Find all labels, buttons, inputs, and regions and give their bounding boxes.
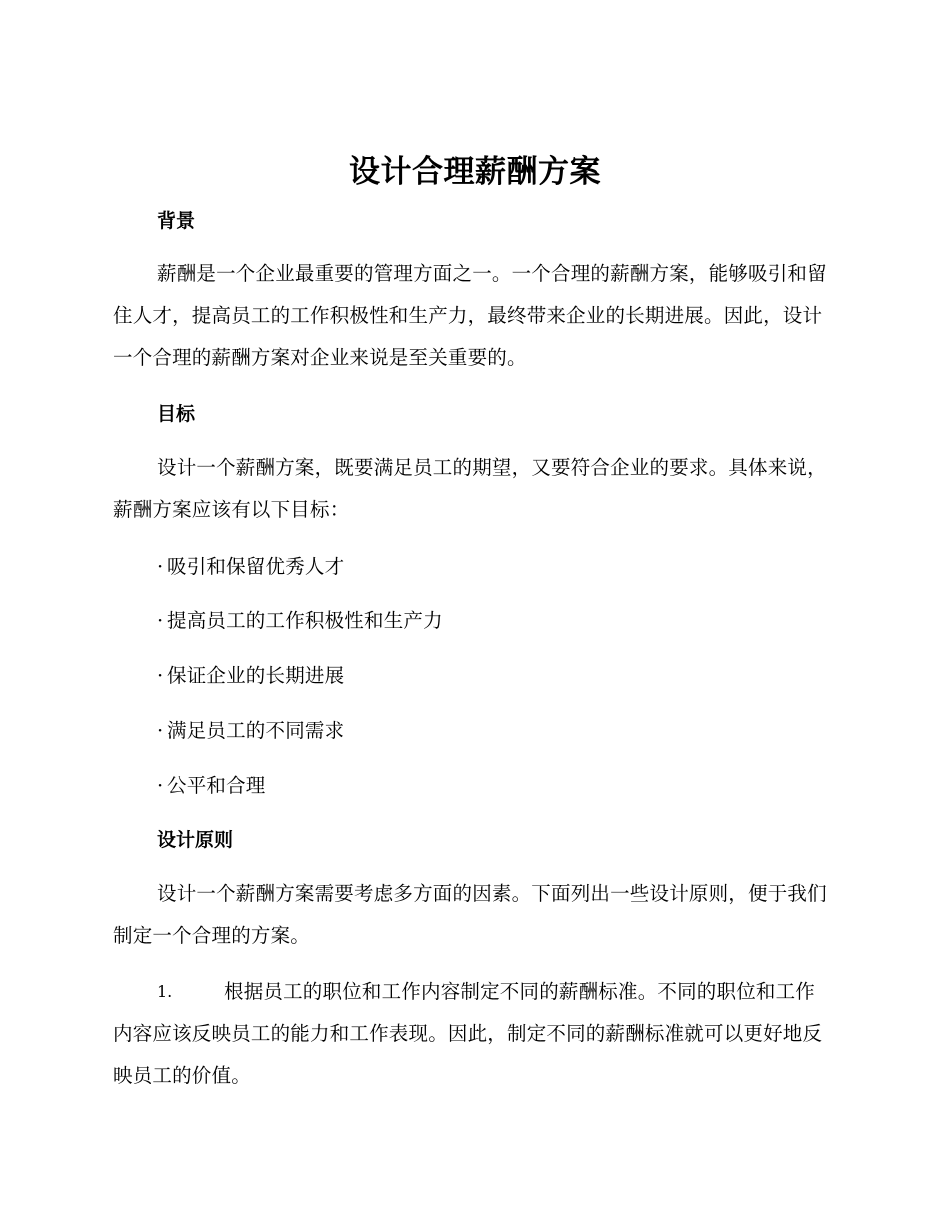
bullet-text: 提高员工的工作积极性和生产力 (167, 609, 443, 632)
paragraph-goals: 设计一个薪酬方案，既要满足员工的期望，又要符合企业的要求。具体来说，薪酬方案应该有以下目标： (113, 456, 827, 521)
bullet-text: 吸引和保留优秀人才 (167, 555, 345, 578)
document-title: 设计合理薪酬方案 (349, 154, 601, 190)
bullet-item (157, 607, 443, 635)
bullet-item (157, 662, 344, 690)
section-heading-goals: 目标 (157, 403, 196, 425)
bullet-item (157, 717, 344, 745)
bullet-text: 保证企业的长期进展 (167, 664, 345, 687)
numbered-marker: 1. (157, 982, 173, 1001)
numbered-item-text: 根据员工的职位和工作内容制定不同的薪酬标准。不同的职位和工作内容应该反映员工的能力和工作表现。因此，制定不同的薪酬标准就可以更好地反映员工的价值。 (113, 980, 823, 1087)
bullet-item (157, 772, 266, 800)
bullet-marker: · (157, 609, 164, 632)
paragraph-background: 薪酬是一个企业最重要的管理方面之一。一个合理的薪酬方案，能够吸引和留住人才，提高员工的工作积极性和生产力，最终带来企业的长期进展。因此，设计一个合理的薪酬方案对企业来说是至关重要的。 (113, 262, 827, 369)
paragraph-principles: 设计一个薪酬方案需要考虑多方面的因素。下面列出一些设计原则，便于我们制定一个合理的方案。 (113, 882, 827, 947)
bullet-text: 公平和合理 (167, 774, 266, 797)
section-heading-background: 背景 (157, 210, 196, 232)
bullet-marker: · (157, 555, 164, 578)
bullet-marker: · (157, 664, 164, 687)
bullet-marker: · (157, 719, 164, 742)
bullet-item (157, 553, 344, 581)
bullet-text: 满足员工的不同需求 (167, 719, 345, 742)
section-heading-principles: 设计原则 (157, 829, 234, 851)
bullet-marker: · (157, 774, 164, 797)
